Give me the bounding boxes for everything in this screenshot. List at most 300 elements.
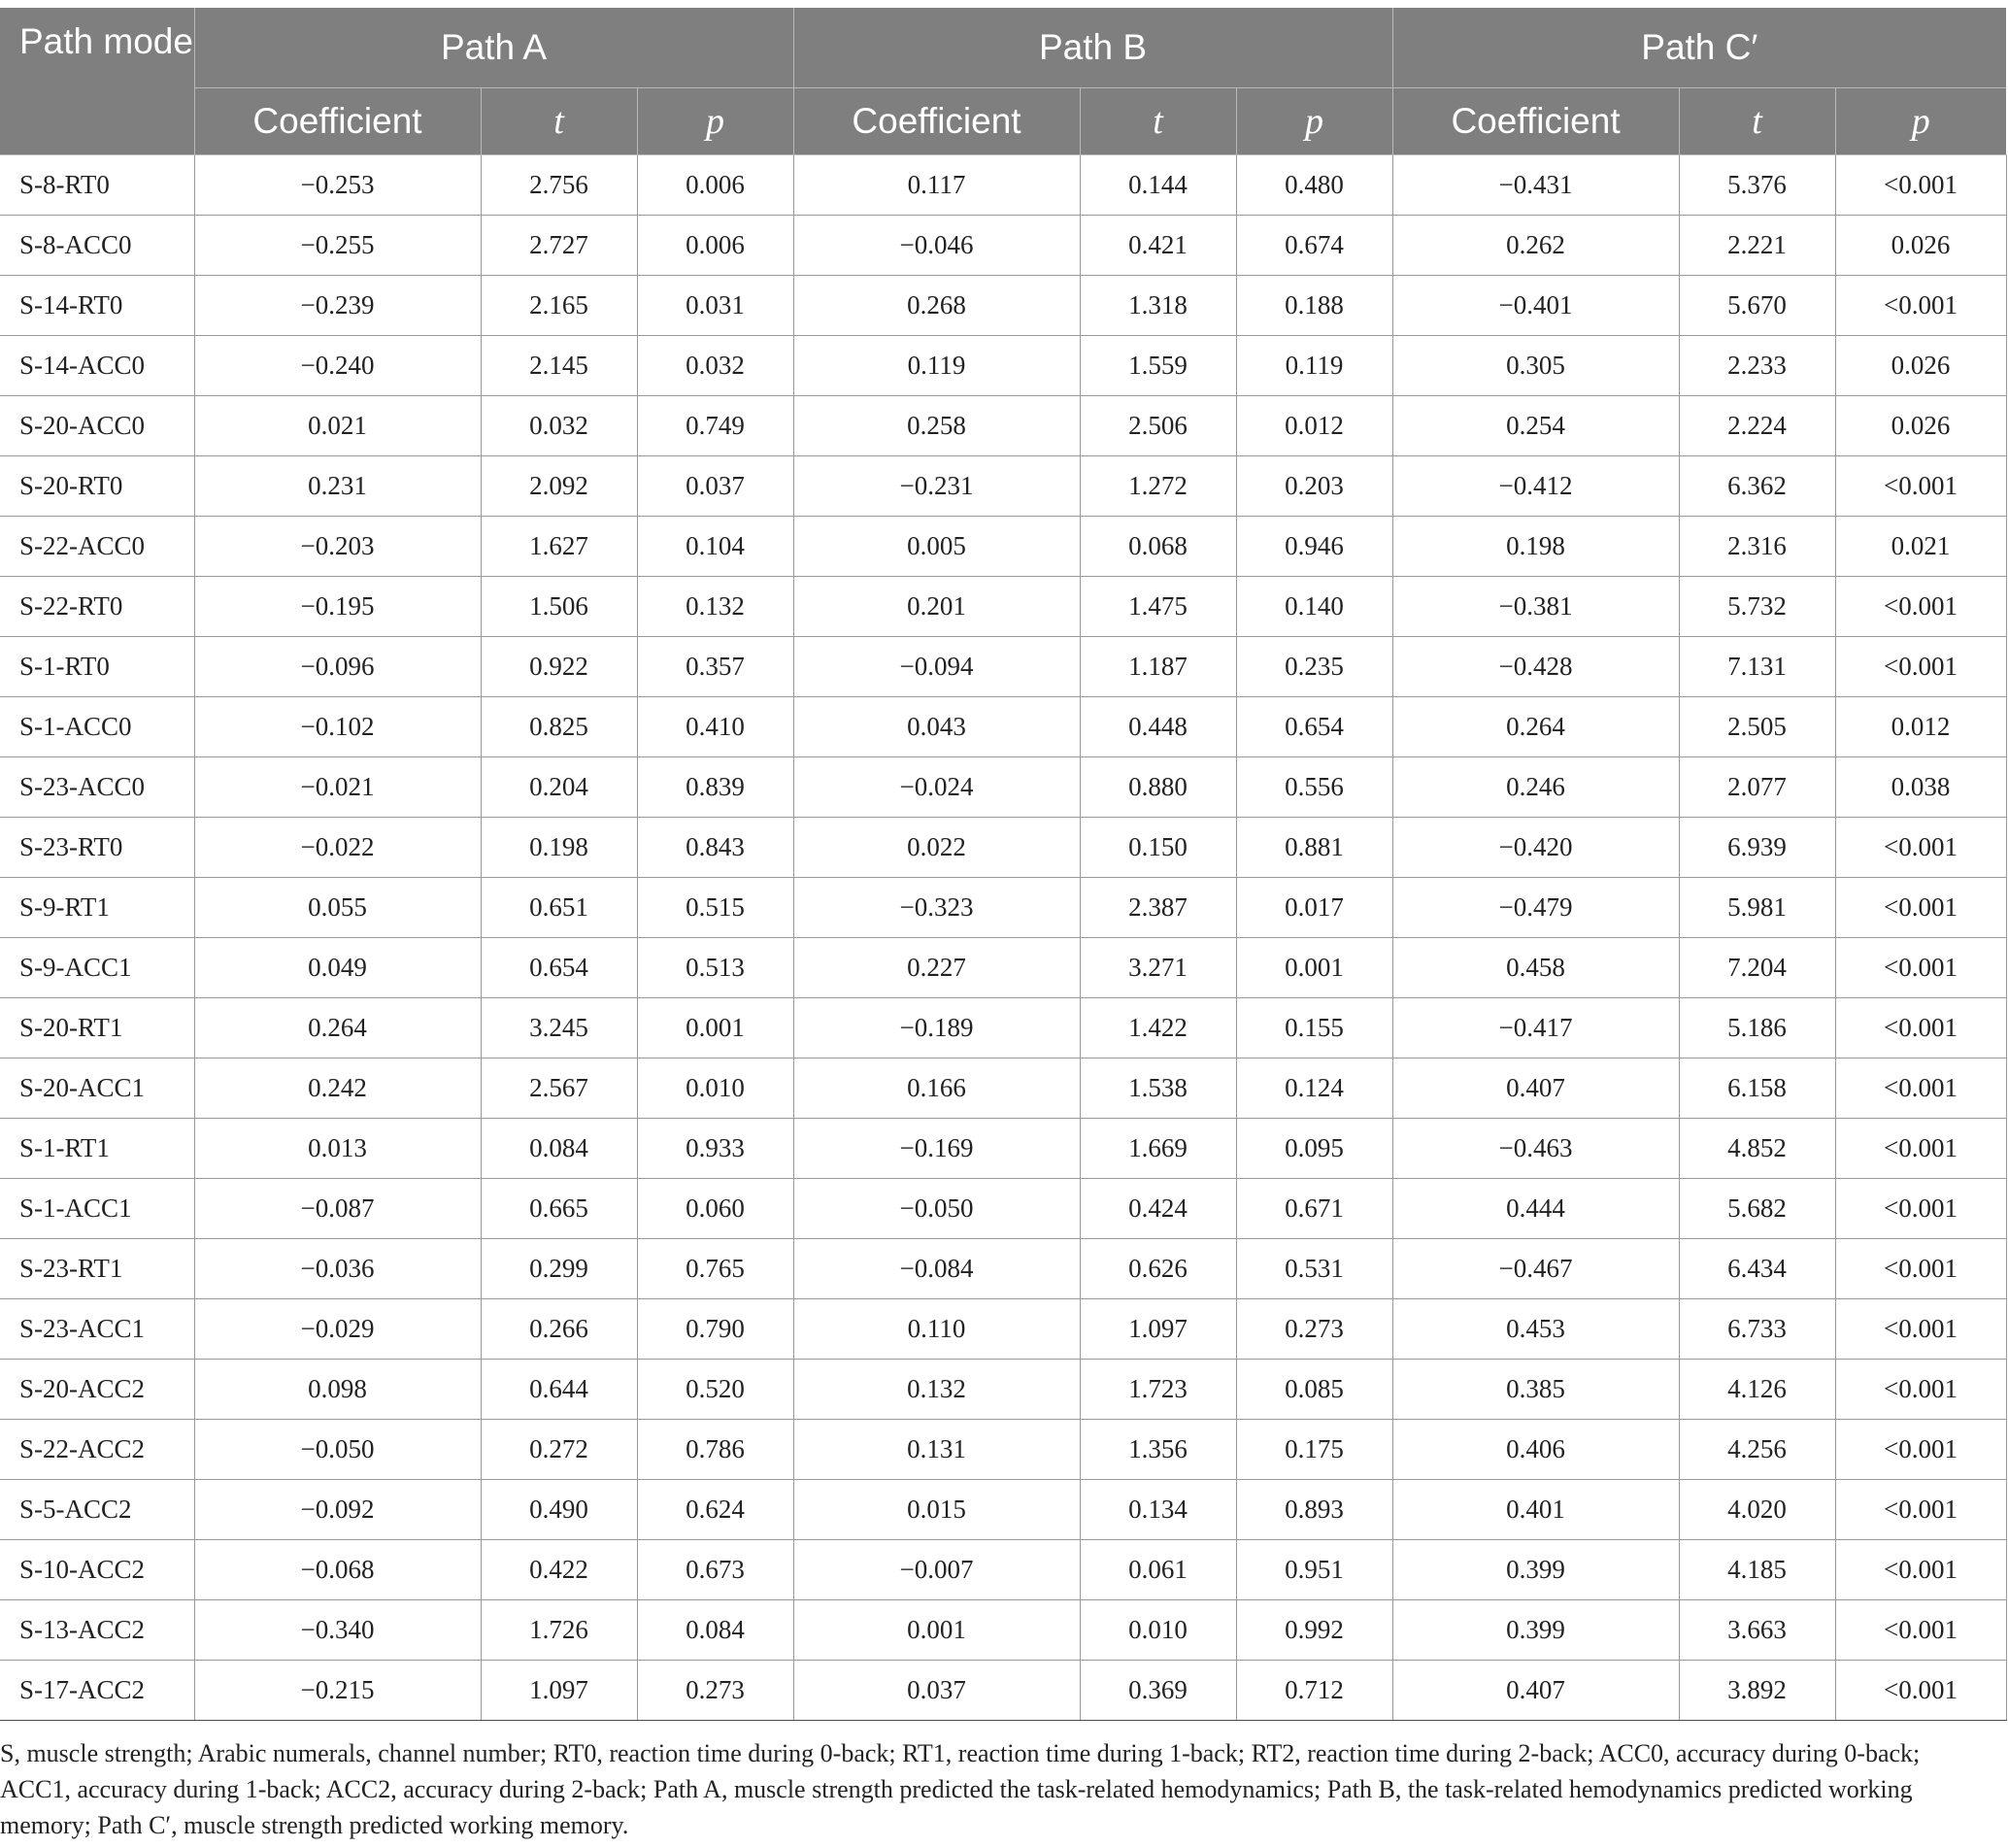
c-coefficient-cell: −0.467	[1392, 1239, 1679, 1299]
b-coefficient-cell: 0.015	[793, 1480, 1080, 1540]
header-path-mode: Path mode	[0, 8, 194, 155]
b-t-cell: 1.475	[1080, 577, 1236, 637]
a-t-cell: 3.245	[481, 998, 637, 1058]
a-t-cell: 0.490	[481, 1480, 637, 1540]
a-t-cell: 0.266	[481, 1299, 637, 1360]
a-p-cell: 0.032	[637, 336, 793, 396]
c-p-cell: <0.001	[1835, 155, 2006, 216]
c-coefficient-cell: −0.420	[1392, 818, 1679, 878]
b-coefficient-cell: −0.169	[793, 1119, 1080, 1179]
path-mode-cell: S-20-RT0	[0, 456, 194, 517]
c-t-cell: 6.434	[1679, 1239, 1835, 1299]
b-t-cell: 0.068	[1080, 517, 1236, 577]
c-coefficient-cell: 0.401	[1392, 1480, 1679, 1540]
path-mode-cell: S-22-RT0	[0, 577, 194, 637]
header-a-p: p	[637, 88, 793, 155]
table-row	[0, 216, 2006, 276]
a-t-cell: 2.756	[481, 155, 637, 216]
b-p-cell: 0.124	[1236, 1058, 1392, 1119]
a-t-cell: 1.627	[481, 517, 637, 577]
a-t-cell: 0.198	[481, 818, 637, 878]
a-coefficient-cell: 0.049	[194, 938, 481, 998]
b-p-cell: 0.119	[1236, 336, 1392, 396]
a-p-cell: 0.104	[637, 517, 793, 577]
b-t-cell: 1.422	[1080, 998, 1236, 1058]
a-t-cell: 1.506	[481, 577, 637, 637]
header-a-coefficient: Coefficient	[194, 88, 481, 155]
b-coefficient-cell: 0.131	[793, 1420, 1080, 1480]
c-t-cell: 4.185	[1679, 1540, 1835, 1600]
table-row	[0, 1661, 2006, 1721]
b-p-cell: 0.654	[1236, 697, 1392, 757]
c-coefficient-cell: −0.428	[1392, 637, 1679, 697]
a-coefficient-cell: −0.239	[194, 276, 481, 336]
b-t-cell: 0.421	[1080, 216, 1236, 276]
b-coefficient-cell: 0.117	[793, 155, 1080, 216]
a-coefficient-cell: −0.087	[194, 1179, 481, 1239]
b-p-cell: 0.273	[1236, 1299, 1392, 1360]
c-coefficient-cell: 0.444	[1392, 1179, 1679, 1239]
a-t-cell: 1.097	[481, 1661, 637, 1721]
table-row	[0, 517, 2006, 577]
a-coefficient-cell: 0.013	[194, 1119, 481, 1179]
c-p-cell: <0.001	[1835, 1360, 2006, 1420]
c-coefficient-cell: 0.406	[1392, 1420, 1679, 1480]
path-mode-cell: S-9-ACC1	[0, 938, 194, 998]
path-mode-cell: S-10-ACC2	[0, 1540, 194, 1600]
b-t-cell: 0.448	[1080, 697, 1236, 757]
a-p-cell: 0.006	[637, 155, 793, 216]
c-p-cell: <0.001	[1835, 577, 2006, 637]
c-t-cell: 5.670	[1679, 276, 1835, 336]
a-coefficient-cell: −0.036	[194, 1239, 481, 1299]
a-coefficient-cell: −0.050	[194, 1420, 481, 1480]
a-coefficient-cell: −0.240	[194, 336, 481, 396]
c-t-cell: 7.131	[1679, 637, 1835, 697]
b-p-cell: 0.017	[1236, 878, 1392, 938]
a-p-cell: 0.673	[637, 1540, 793, 1600]
a-t-cell: 1.726	[481, 1600, 637, 1661]
a-coefficient-cell: −0.092	[194, 1480, 481, 1540]
b-p-cell: 0.188	[1236, 276, 1392, 336]
c-coefficient-cell: 0.262	[1392, 216, 1679, 276]
table-row	[0, 1179, 2006, 1239]
c-coefficient-cell: 0.254	[1392, 396, 1679, 456]
table-row	[0, 1420, 2006, 1480]
b-coefficient-cell: −0.050	[793, 1179, 1080, 1239]
c-coefficient-cell: −0.463	[1392, 1119, 1679, 1179]
a-coefficient-cell: −0.340	[194, 1600, 481, 1661]
c-p-cell: 0.021	[1835, 517, 2006, 577]
c-p-cell: <0.001	[1835, 1299, 2006, 1360]
c-p-cell: <0.001	[1835, 1179, 2006, 1239]
c-p-cell: <0.001	[1835, 456, 2006, 517]
c-t-cell: 5.376	[1679, 155, 1835, 216]
path-mode-cell: S-14-RT0	[0, 276, 194, 336]
b-t-cell: 0.061	[1080, 1540, 1236, 1600]
a-t-cell: 0.422	[481, 1540, 637, 1600]
header-a-t: t	[481, 88, 637, 155]
a-t-cell: 0.032	[481, 396, 637, 456]
a-coefficient-cell: 0.242	[194, 1058, 481, 1119]
c-p-cell: 0.026	[1835, 336, 2006, 396]
b-coefficient-cell: −0.007	[793, 1540, 1080, 1600]
a-p-cell: 0.839	[637, 757, 793, 818]
path-mode-cell: S-9-RT1	[0, 878, 194, 938]
a-t-cell: 0.644	[481, 1360, 637, 1420]
b-p-cell: 0.012	[1236, 396, 1392, 456]
c-p-cell: 0.012	[1835, 697, 2006, 757]
a-p-cell: 0.031	[637, 276, 793, 336]
a-p-cell: 0.624	[637, 1480, 793, 1540]
a-coefficient-cell: 0.055	[194, 878, 481, 938]
b-p-cell: 0.155	[1236, 998, 1392, 1058]
c-coefficient-cell: 0.385	[1392, 1360, 1679, 1420]
c-coefficient-cell: −0.417	[1392, 998, 1679, 1058]
a-p-cell: 0.843	[637, 818, 793, 878]
b-coefficient-cell: 0.258	[793, 396, 1080, 456]
path-mode-cell: S-8-ACC0	[0, 216, 194, 276]
c-t-cell: 2.505	[1679, 697, 1835, 757]
a-coefficient-cell: −0.096	[194, 637, 481, 697]
c-t-cell: 6.939	[1679, 818, 1835, 878]
b-t-cell: 2.506	[1080, 396, 1236, 456]
a-p-cell: 0.001	[637, 998, 793, 1058]
table-row	[0, 1299, 2006, 1360]
c-t-cell: 4.256	[1679, 1420, 1835, 1480]
a-coefficient-cell: −0.215	[194, 1661, 481, 1721]
table-row	[0, 878, 2006, 938]
c-coefficient-cell: −0.412	[1392, 456, 1679, 517]
c-t-cell: 2.316	[1679, 517, 1835, 577]
table-container	[0, 8, 2006, 1721]
b-p-cell: 0.556	[1236, 757, 1392, 818]
c-coefficient-cell: 0.246	[1392, 757, 1679, 818]
path-mode-cell: S-20-ACC2	[0, 1360, 194, 1420]
path-mode-cell: S-1-ACC0	[0, 697, 194, 757]
b-coefficient-cell: 0.166	[793, 1058, 1080, 1119]
b-t-cell: 0.144	[1080, 155, 1236, 216]
a-t-cell: 0.825	[481, 697, 637, 757]
b-p-cell: 0.235	[1236, 637, 1392, 697]
c-p-cell: <0.001	[1835, 1239, 2006, 1299]
c-t-cell: 3.892	[1679, 1661, 1835, 1721]
c-t-cell: 2.233	[1679, 336, 1835, 396]
header-b-p: p	[1236, 88, 1392, 155]
path-mode-cell: S-13-ACC2	[0, 1600, 194, 1661]
c-coefficient-cell: −0.479	[1392, 878, 1679, 938]
table-row	[0, 1239, 2006, 1299]
a-p-cell: 0.520	[637, 1360, 793, 1420]
b-coefficient-cell: −0.231	[793, 456, 1080, 517]
a-p-cell: 0.790	[637, 1299, 793, 1360]
table-row	[0, 1600, 2006, 1661]
c-coefficient-cell: −0.401	[1392, 276, 1679, 336]
table-row	[0, 1058, 2006, 1119]
b-t-cell: 0.369	[1080, 1661, 1236, 1721]
a-coefficient-cell: −0.253	[194, 155, 481, 216]
table-row	[0, 276, 2006, 336]
a-t-cell: 2.092	[481, 456, 637, 517]
b-coefficient-cell: −0.024	[793, 757, 1080, 818]
b-coefficient-cell: 0.268	[793, 276, 1080, 336]
c-p-cell: <0.001	[1835, 818, 2006, 878]
c-t-cell: 5.682	[1679, 1179, 1835, 1239]
c-t-cell: 2.224	[1679, 396, 1835, 456]
a-t-cell: 2.165	[481, 276, 637, 336]
a-coefficient-cell: 0.098	[194, 1360, 481, 1420]
a-coefficient-cell: −0.195	[194, 577, 481, 637]
c-t-cell: 4.852	[1679, 1119, 1835, 1179]
path-mode-cell: S-5-ACC2	[0, 1480, 194, 1540]
a-t-cell: 2.567	[481, 1058, 637, 1119]
results-table	[0, 8, 2007, 1721]
table-row	[0, 456, 2006, 517]
c-t-cell: 5.732	[1679, 577, 1835, 637]
a-coefficient-cell: −0.203	[194, 517, 481, 577]
path-mode-cell: S-20-RT1	[0, 998, 194, 1058]
a-p-cell: 0.933	[637, 1119, 793, 1179]
table-row	[0, 1540, 2006, 1600]
c-t-cell: 6.158	[1679, 1058, 1835, 1119]
b-p-cell: 0.085	[1236, 1360, 1392, 1420]
c-t-cell: 6.362	[1679, 456, 1835, 517]
b-p-cell: 0.480	[1236, 155, 1392, 216]
c-p-cell: 0.026	[1835, 396, 2006, 456]
c-p-cell: <0.001	[1835, 998, 2006, 1058]
table-row	[0, 1119, 2006, 1179]
c-coefficient-cell: 0.458	[1392, 938, 1679, 998]
c-coefficient-cell: 0.198	[1392, 517, 1679, 577]
table-row	[0, 998, 2006, 1058]
b-p-cell: 0.946	[1236, 517, 1392, 577]
a-t-cell: 2.727	[481, 216, 637, 276]
c-p-cell: <0.001	[1835, 1661, 2006, 1721]
a-p-cell: 0.010	[637, 1058, 793, 1119]
c-p-cell: <0.001	[1835, 878, 2006, 938]
c-coefficient-cell: 0.264	[1392, 697, 1679, 757]
b-coefficient-cell: −0.094	[793, 637, 1080, 697]
b-coefficient-cell: −0.323	[793, 878, 1080, 938]
a-p-cell: 0.786	[637, 1420, 793, 1480]
b-coefficient-cell: 0.037	[793, 1661, 1080, 1721]
header-b-t: t	[1080, 88, 1236, 155]
c-coefficient-cell: −0.381	[1392, 577, 1679, 637]
b-p-cell: 0.140	[1236, 577, 1392, 637]
a-coefficient-cell: −0.022	[194, 818, 481, 878]
b-t-cell: 0.424	[1080, 1179, 1236, 1239]
table-row	[0, 155, 2006, 216]
b-t-cell: 1.723	[1080, 1360, 1236, 1420]
a-t-cell: 0.084	[481, 1119, 637, 1179]
b-p-cell: 0.712	[1236, 1661, 1392, 1721]
a-p-cell: 0.410	[637, 697, 793, 757]
a-p-cell: 0.006	[637, 216, 793, 276]
header-c-t: t	[1679, 88, 1835, 155]
a-p-cell: 0.513	[637, 938, 793, 998]
a-t-cell: 0.651	[481, 878, 637, 938]
c-coefficient-cell: 0.407	[1392, 1661, 1679, 1721]
c-coefficient-cell: 0.453	[1392, 1299, 1679, 1360]
b-p-cell: 0.881	[1236, 818, 1392, 878]
c-p-cell: 0.038	[1835, 757, 2006, 818]
b-coefficient-cell: −0.046	[793, 216, 1080, 276]
c-p-cell: <0.001	[1835, 1058, 2006, 1119]
b-t-cell: 1.097	[1080, 1299, 1236, 1360]
a-p-cell: 0.037	[637, 456, 793, 517]
b-t-cell: 1.538	[1080, 1058, 1236, 1119]
c-p-cell: <0.001	[1835, 1480, 2006, 1540]
b-t-cell: 0.010	[1080, 1600, 1236, 1661]
table-row	[0, 938, 2006, 998]
a-coefficient-cell: −0.021	[194, 757, 481, 818]
b-t-cell: 0.626	[1080, 1239, 1236, 1299]
a-p-cell: 0.084	[637, 1600, 793, 1661]
b-t-cell: 0.880	[1080, 757, 1236, 818]
table-row	[0, 637, 2006, 697]
c-p-cell: <0.001	[1835, 1420, 2006, 1480]
b-t-cell: 1.356	[1080, 1420, 1236, 1480]
b-p-cell: 0.671	[1236, 1179, 1392, 1239]
c-t-cell: 2.221	[1679, 216, 1835, 276]
b-t-cell: 1.187	[1080, 637, 1236, 697]
header-c-p: p	[1835, 88, 2006, 155]
c-p-cell: <0.001	[1835, 1540, 2006, 1600]
table-row	[0, 1360, 2006, 1420]
path-mode-cell: S-23-RT1	[0, 1239, 194, 1299]
b-p-cell: 0.095	[1236, 1119, 1392, 1179]
b-coefficient-cell: 0.227	[793, 938, 1080, 998]
a-coefficient-cell: −0.029	[194, 1299, 481, 1360]
b-t-cell: 1.559	[1080, 336, 1236, 396]
b-coefficient-cell: 0.132	[793, 1360, 1080, 1420]
a-t-cell: 0.665	[481, 1179, 637, 1239]
a-t-cell: 0.922	[481, 637, 637, 697]
a-t-cell: 0.299	[481, 1239, 637, 1299]
c-coefficient-cell: 0.399	[1392, 1600, 1679, 1661]
b-p-cell: 0.992	[1236, 1600, 1392, 1661]
path-mode-cell: S-1-RT0	[0, 637, 194, 697]
b-coefficient-cell: 0.001	[793, 1600, 1080, 1661]
c-t-cell: 5.186	[1679, 998, 1835, 1058]
a-coefficient-cell: 0.231	[194, 456, 481, 517]
a-p-cell: 0.132	[637, 577, 793, 637]
a-coefficient-cell: −0.068	[194, 1540, 481, 1600]
table-header	[0, 8, 2006, 155]
c-coefficient-cell: 0.305	[1392, 336, 1679, 396]
path-mode-cell: S-1-ACC1	[0, 1179, 194, 1239]
b-t-cell: 1.318	[1080, 276, 1236, 336]
b-p-cell: 0.203	[1236, 456, 1392, 517]
c-t-cell: 5.981	[1679, 878, 1835, 938]
a-p-cell: 0.765	[637, 1239, 793, 1299]
a-coefficient-cell: −0.102	[194, 697, 481, 757]
table-row	[0, 1480, 2006, 1540]
table-row	[0, 396, 2006, 456]
b-p-cell: 0.001	[1236, 938, 1392, 998]
c-p-cell: <0.001	[1835, 1119, 2006, 1179]
b-coefficient-cell: −0.084	[793, 1239, 1080, 1299]
path-mode-cell: S-22-ACC0	[0, 517, 194, 577]
table-row	[0, 757, 2006, 818]
c-t-cell: 4.126	[1679, 1360, 1835, 1420]
c-t-cell: 4.020	[1679, 1480, 1835, 1540]
c-p-cell: <0.001	[1835, 276, 2006, 336]
b-coefficient-cell: 0.043	[793, 697, 1080, 757]
b-p-cell: 0.893	[1236, 1480, 1392, 1540]
c-p-cell: <0.001	[1835, 637, 2006, 697]
table-footnote: S, muscle strength; Arabic numerals, channel number; RT0, reaction time during 0-back; RT1, reaction time during 1-back; RT2, reaction time during 2-back; ACC0, accuracy during 0-back; ACC1, accuracy during 1-back; ACC2, accuracy during 2-back; Path A, muscle strength predicted the task-related hemodynamics; Path B, the task-related hemodynamics predicted working memory; Path C′, muscle strength predicted working memory.	[0, 1739, 1921, 1839]
header-path-b: Path B	[793, 8, 1392, 88]
a-t-cell: 0.272	[481, 1420, 637, 1480]
header-c-coefficient: Coefficient	[1392, 88, 1679, 155]
b-t-cell: 2.387	[1080, 878, 1236, 938]
path-mode-cell: S-23-ACC0	[0, 757, 194, 818]
b-coefficient-cell: 0.022	[793, 818, 1080, 878]
table-row	[0, 336, 2006, 396]
path-mode-cell: S-22-ACC2	[0, 1420, 194, 1480]
path-mode-cell: S-20-ACC1	[0, 1058, 194, 1119]
a-p-cell: 0.273	[637, 1661, 793, 1721]
header-b-coefficient: Coefficient	[793, 88, 1080, 155]
b-coefficient-cell: 0.119	[793, 336, 1080, 396]
c-t-cell: 6.733	[1679, 1299, 1835, 1360]
b-t-cell: 0.134	[1080, 1480, 1236, 1540]
path-mode-cell: S-17-ACC2	[0, 1661, 194, 1721]
b-t-cell: 1.669	[1080, 1119, 1236, 1179]
c-coefficient-cell: 0.399	[1392, 1540, 1679, 1600]
c-t-cell: 2.077	[1679, 757, 1835, 818]
a-coefficient-cell: 0.021	[194, 396, 481, 456]
header-path-c: Path C′	[1392, 8, 2006, 88]
c-t-cell: 7.204	[1679, 938, 1835, 998]
path-mode-cell: S-8-RT0	[0, 155, 194, 216]
a-t-cell: 0.204	[481, 757, 637, 818]
b-coefficient-cell: −0.189	[793, 998, 1080, 1058]
b-p-cell: 0.531	[1236, 1239, 1392, 1299]
path-mode-cell: S-23-RT0	[0, 818, 194, 878]
c-t-cell: 3.663	[1679, 1600, 1835, 1661]
a-coefficient-cell: −0.255	[194, 216, 481, 276]
path-mode-cell: S-20-ACC0	[0, 396, 194, 456]
b-t-cell: 1.272	[1080, 456, 1236, 517]
header-path-a: Path A	[194, 8, 793, 88]
b-t-cell: 3.271	[1080, 938, 1236, 998]
b-coefficient-cell: 0.005	[793, 517, 1080, 577]
c-p-cell: <0.001	[1835, 938, 2006, 998]
c-p-cell: <0.001	[1835, 1600, 2006, 1661]
c-coefficient-cell: −0.431	[1392, 155, 1679, 216]
path-mode-cell: S-23-ACC1	[0, 1299, 194, 1360]
a-p-cell: 0.060	[637, 1179, 793, 1239]
b-p-cell: 0.175	[1236, 1420, 1392, 1480]
c-p-cell: 0.026	[1835, 216, 2006, 276]
table-row	[0, 818, 2006, 878]
c-coefficient-cell: 0.407	[1392, 1058, 1679, 1119]
b-p-cell: 0.951	[1236, 1540, 1392, 1600]
table-row	[0, 697, 2006, 757]
b-t-cell: 0.150	[1080, 818, 1236, 878]
b-coefficient-cell: 0.110	[793, 1299, 1080, 1360]
a-p-cell: 0.357	[637, 637, 793, 697]
path-mode-cell: S-14-ACC0	[0, 336, 194, 396]
a-p-cell: 0.749	[637, 396, 793, 456]
b-p-cell: 0.674	[1236, 216, 1392, 276]
path-mode-cell: S-1-RT1	[0, 1119, 194, 1179]
a-coefficient-cell: 0.264	[194, 998, 481, 1058]
table-body	[0, 155, 2006, 1721]
a-t-cell: 0.654	[481, 938, 637, 998]
